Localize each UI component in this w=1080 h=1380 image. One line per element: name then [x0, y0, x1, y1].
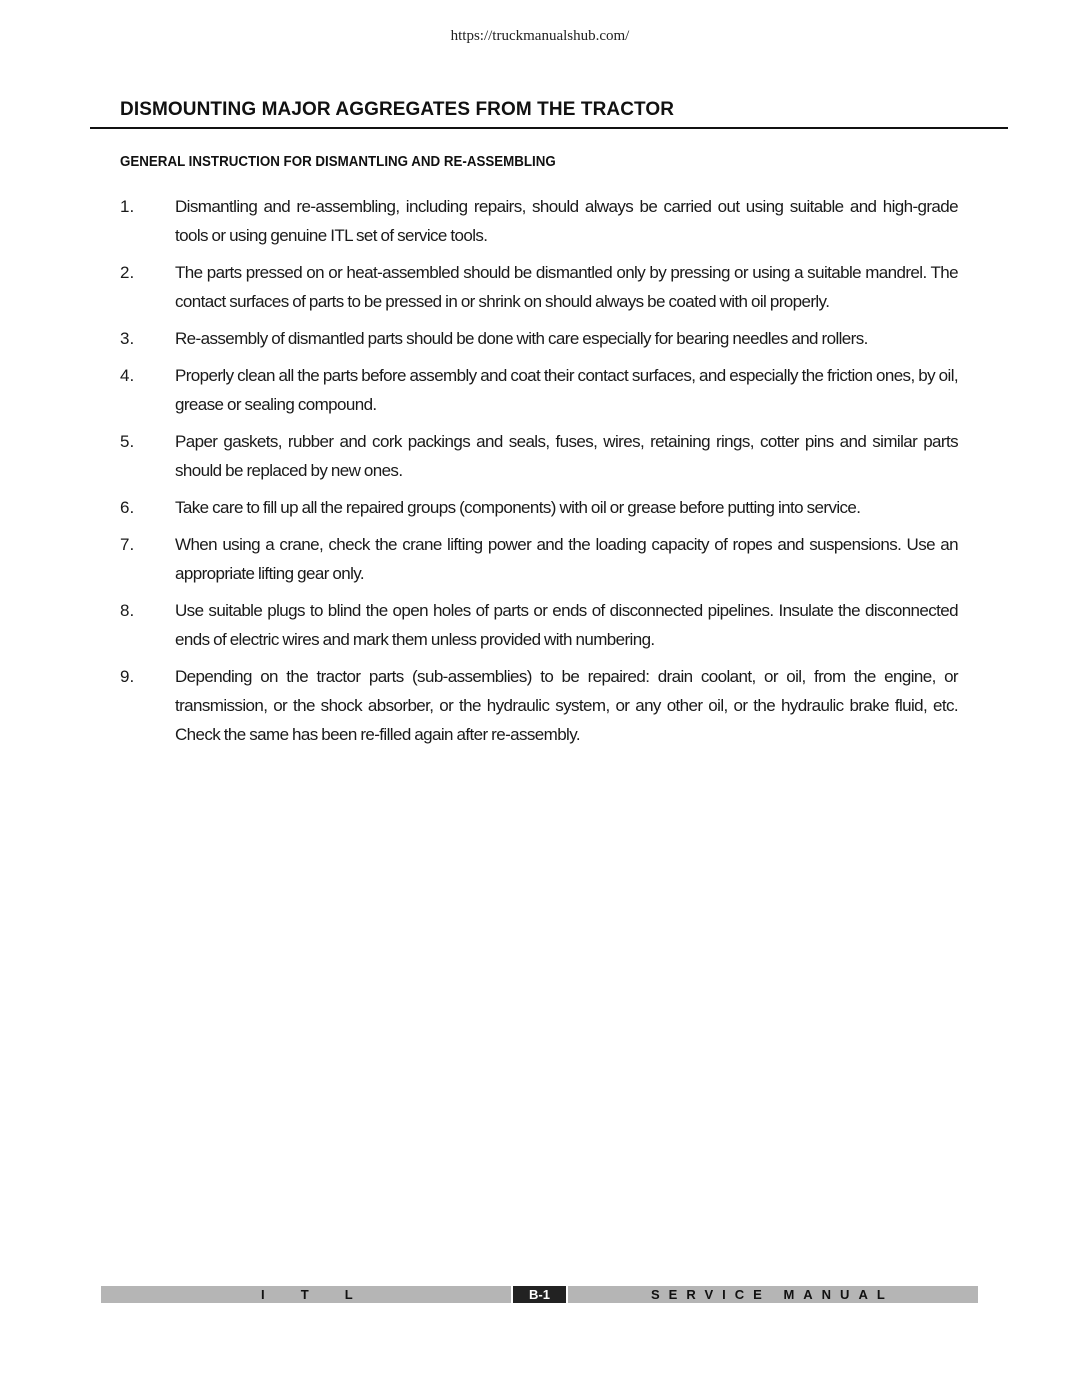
section-heading: GENERAL INSTRUCTION FOR DISMANTLING AND RE-ASSEMBLING — [120, 154, 556, 170]
list-item — [120, 361, 958, 419]
item-number: 2. — [120, 263, 135, 282]
item-text: When using a crane, check the crane lifting power and the loading capacity of ropes and suspensions. Use an appropriate lifting gear only. — [175, 535, 958, 583]
list-item — [120, 596, 958, 654]
source-url[interactable]: https://truckmanualshub.com/ — [450, 28, 630, 44]
item-text: Re-assembly of dismantled parts should be done with care especially for bearing needles and rollers. — [175, 329, 868, 348]
title-divider — [90, 127, 1008, 129]
item-text: Properly clean all the parts before assembly and coat their contact surfaces, and especially the friction ones, by oil, grease or sealing compound. — [175, 366, 958, 414]
item-number: 9. — [120, 667, 135, 686]
item-number: 5. — [120, 432, 135, 451]
item-text: Dismantling and re-assembling, including repairs, should always be carried out using suitable and high-grade tools or using genuine ITL set of service tools. — [175, 197, 958, 245]
item-number: 4. — [120, 366, 135, 385]
footer-manual-label: SERVICE MANUAL — [651, 1287, 894, 1302]
page-number: B-1 — [513, 1286, 566, 1303]
item-number: 8. — [120, 601, 135, 620]
footer-brand-label: I T L — [261, 1287, 353, 1302]
list-item — [120, 324, 958, 353]
list-item — [120, 530, 958, 588]
item-text: Use suitable plugs to blind the open holes of parts or ends of disconnected pipelines. Insulate the disconnected ends of electric wires and mark them unless provided with numbering. — [175, 601, 958, 649]
item-text: The parts pressed on or heat-assembled should be dismantled only by pressing or using a suitable mandrel. The contact surfaces of parts to be pressed in or shrink on should always be coated with oil properly. — [175, 263, 958, 311]
item-text: Depending on the tractor parts (sub-assemblies) to be repaired: drain coolant, or oil, from the engine, or transmission, or the shock absorber, or the hydraulic system, or any other oil, or the hydraulic brake fluid, etc. Check the same has been re-filled again after re-assembly. — [175, 667, 958, 744]
item-number: 7. — [120, 535, 135, 554]
page-footer — [101, 1286, 978, 1303]
instruction-list — [120, 192, 958, 757]
page-title: DISMOUNTING MAJOR AGGREGATES FROM THE TRACTOR — [120, 99, 675, 120]
list-item — [120, 427, 958, 485]
list-item — [120, 258, 958, 316]
item-number: 6. — [120, 498, 135, 517]
list-item — [120, 192, 958, 250]
item-number: 3. — [120, 329, 135, 348]
item-number: 1. — [120, 197, 135, 216]
item-text: Take care to fill up all the repaired groups (components) with oil or grease before putting into service. — [175, 498, 861, 517]
item-text: Paper gaskets, rubber and cork packings and seals, fuses, wires, retaining rings, cotter pins and similar parts should be replaced by new ones. — [175, 432, 958, 480]
list-item — [120, 662, 958, 749]
list-item — [120, 493, 958, 522]
